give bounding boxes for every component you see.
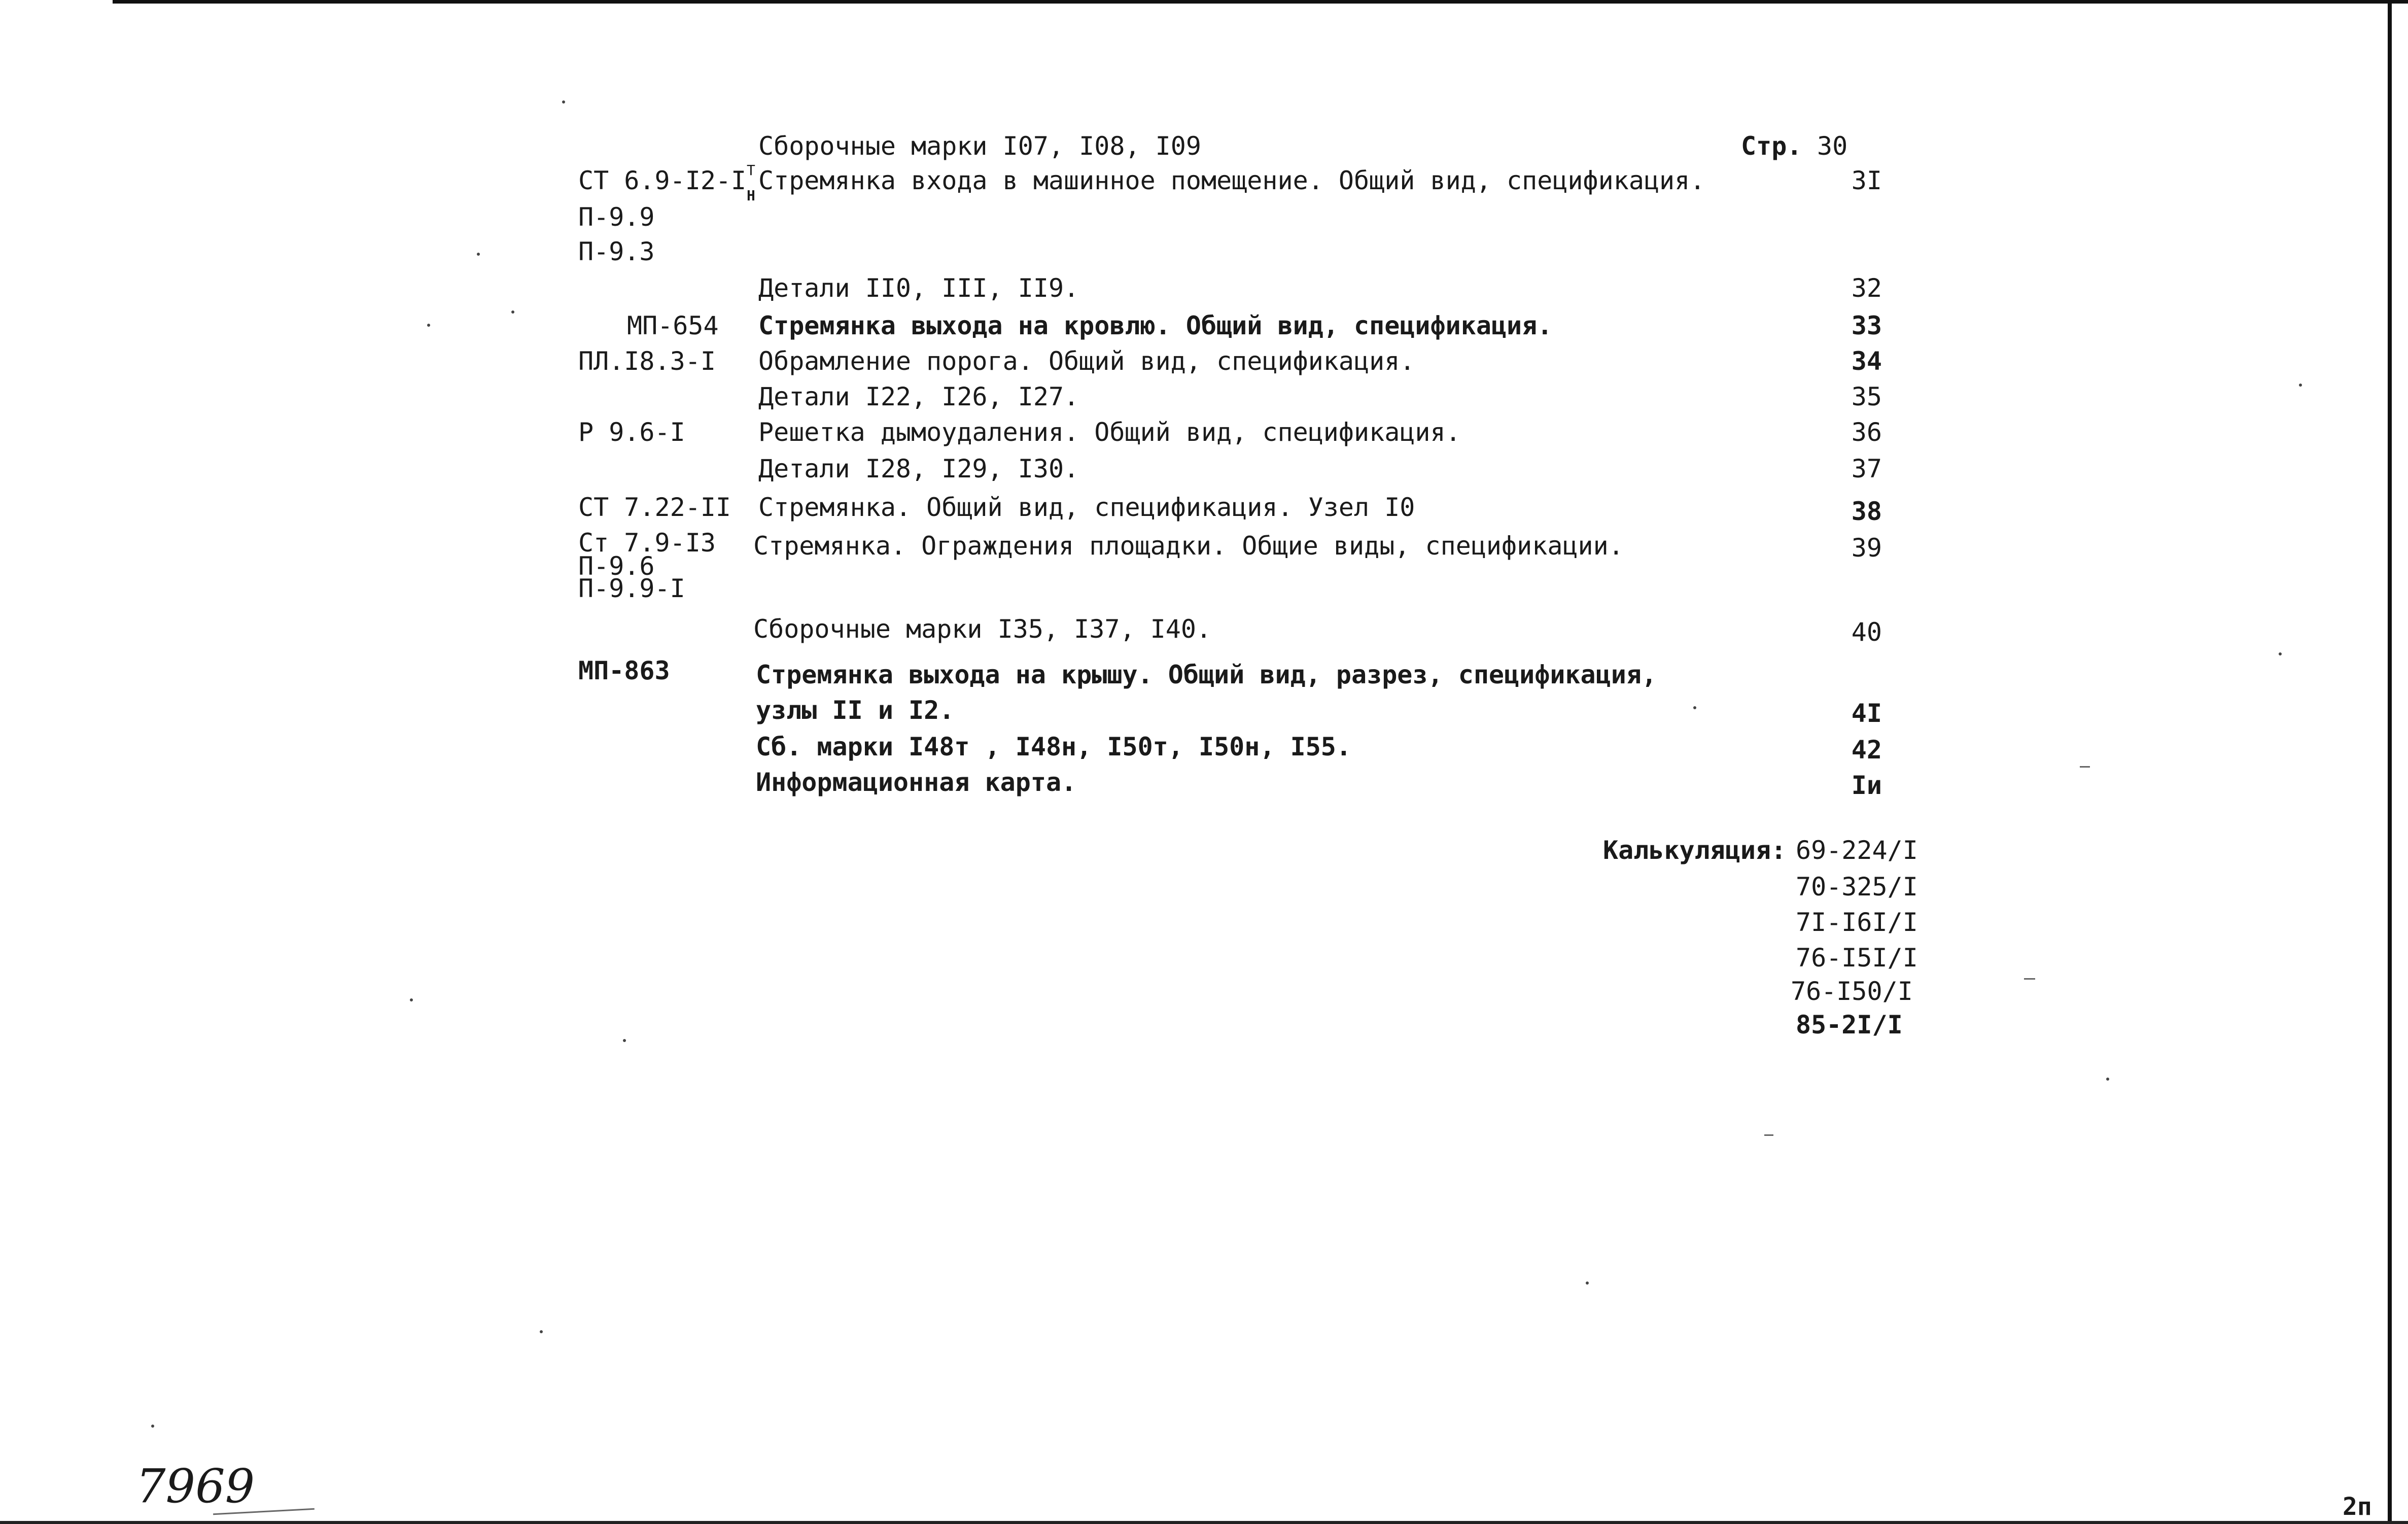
row-page: 34 [1851, 347, 1882, 376]
row-code: Р 9.6-I [578, 418, 685, 447]
scan-speck [2299, 384, 2302, 387]
calculation-value: 70-325/I [1796, 872, 1918, 902]
row-page: 4I [1851, 699, 1882, 728]
row-code: МП-654 [627, 311, 719, 340]
scan-speck [1586, 1281, 1589, 1285]
row-code: П-9.9 [578, 202, 655, 232]
scan-speck [511, 310, 514, 314]
frame-right-border [2388, 0, 2392, 1524]
row-title: Стремянка. Общий вид, спецификация. Узел I0 [758, 493, 1415, 522]
calculation-value: 7I-I6I/I [1796, 908, 1918, 937]
row-title: Информационная карта. [756, 768, 1077, 797]
scan-speck [477, 253, 480, 256]
row-title: Стремянка выхода на крышу. Общий вид, разрез, спецификация, [756, 660, 1657, 689]
header-page-label: Стр. [1741, 131, 1802, 161]
scan-speck [540, 1330, 543, 1333]
frame-top-border [113, 0, 2408, 4]
row-code: П-9.6 [578, 551, 655, 581]
handwritten-number: 7969 [136, 1459, 255, 1513]
row-code: ПЛ.I8.3-I [578, 347, 716, 376]
row-code: Ст 7.9-I3 [578, 528, 716, 558]
row-page: 40 [1851, 617, 1882, 647]
row-title: Решетка дымоудаления. Общий вид, спецификация. [758, 418, 1461, 447]
row-code-superscript: Т [747, 162, 755, 179]
frame-bottom-border [0, 1521, 2408, 1524]
row-page: 36 [1851, 418, 1882, 447]
row-title: Детали I28, I29, I30. [758, 454, 1079, 483]
row-title: Детали II0, III, II9. [758, 273, 1079, 303]
scan-speck [151, 1425, 154, 1428]
scan-speck [2279, 652, 2282, 655]
row-page: 33 [1851, 311, 1882, 340]
row-page: 38 [1851, 497, 1882, 526]
row-title: Стремянка входа в машинное помещение. Общий вид, спецификация. [758, 166, 1705, 195]
scan-speck [1764, 1134, 1773, 1136]
calculation-value: 69-224/I [1796, 836, 1918, 865]
scan-speck [623, 1039, 626, 1042]
row-code: СТ 6.9-I2-I [578, 166, 747, 195]
row-code: СТ 7.22-II [578, 493, 731, 522]
header-title: Сборочные марки I07, I08, I09 [758, 131, 1201, 161]
calculation-value: 76-I50/I [1791, 977, 1913, 1006]
row-title: Сб. марки I48т , I48н, I50т, I50н, I55. [756, 732, 1351, 761]
calculation-value: 76-I5I/I [1796, 943, 1918, 973]
calculation-value: 85-2I/I [1796, 1010, 1903, 1040]
header-page-number: 30 [1817, 131, 1848, 161]
scan-speck [562, 100, 565, 103]
row-page: 39 [1851, 533, 1882, 563]
row-page: 35 [1851, 382, 1882, 411]
scan-speck [2080, 766, 2090, 768]
scan-speck [2106, 1078, 2109, 1081]
scan-speck [410, 998, 413, 1001]
row-code-subscript: Н [747, 187, 755, 204]
row-page: Iи [1851, 771, 1882, 800]
row-title: Стремянка. Ограждения площадки. Общие виды, спецификации. [753, 531, 1624, 561]
row-page: 42 [1851, 735, 1882, 765]
row-code: П-9.3 [578, 237, 655, 266]
scan-speck [427, 324, 430, 327]
row-title: Детали I22, I26, I27. [758, 382, 1079, 411]
row-title: Сборочные марки I35, I37, I40. [753, 614, 1212, 644]
scan-speck [2024, 978, 2035, 980]
calculation-label: Калькуляция: [1603, 836, 1787, 865]
row-title: Стремянка выхода на кровлю. Общий вид, спецификация. [758, 311, 1553, 340]
row-title: узлы II и I2. [756, 696, 955, 725]
sheet-label: 2п [2343, 1493, 2372, 1521]
row-code: П-9.9-I [578, 574, 685, 603]
row-page: 32 [1851, 273, 1882, 303]
row-code: МП-863 [578, 656, 670, 685]
row-title: Обрамление порога. Общий вид, спецификация. [758, 347, 1415, 376]
row-page: 37 [1851, 454, 1882, 483]
row-page: 3I [1851, 166, 1882, 195]
scan-speck [1693, 706, 1696, 709]
